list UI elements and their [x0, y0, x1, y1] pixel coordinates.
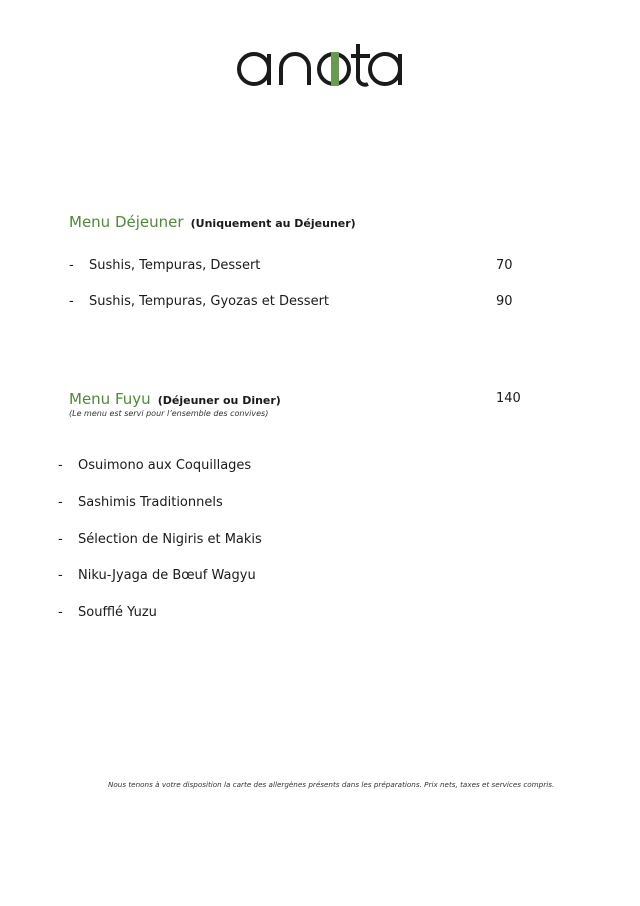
item-dash: -: [58, 495, 63, 510]
item-price: 90: [496, 294, 513, 309]
list-item: [58, 458, 251, 473]
list-item: [58, 568, 256, 583]
item-name: Sélection de Nigiris et Makis: [78, 532, 262, 547]
item-dash: -: [58, 605, 63, 620]
item-dash: -: [58, 532, 63, 547]
list-item: [58, 495, 223, 510]
list-item: [69, 258, 260, 273]
item-name: Osuimono aux Coquillages: [78, 458, 252, 473]
list-item: [58, 532, 262, 547]
allergen-footer-note: Nous tenons à votre disposition la carte des allergènes présents dans les préparations. Prix nets, taxes et services compris.: [108, 780, 555, 789]
lunch-menu-title: Menu Déjeuner: [69, 213, 184, 231]
item-name: Sushis, Tempuras, Dessert: [89, 258, 261, 273]
fuyu-menu-heading: [69, 389, 281, 408]
item-name: Sashimis Traditionnels: [78, 495, 223, 510]
item-name: Niku-Jyaga de Bœuf Wagyu: [78, 568, 256, 583]
item-name: Sushis, Tempuras, Gyozas et Dessert: [89, 294, 330, 309]
fuyu-menu-title: Menu Fuyu: [69, 390, 151, 408]
item-dash: -: [58, 458, 63, 473]
item-dash: -: [69, 258, 74, 273]
item-dash: -: [69, 294, 74, 309]
item-price: 70: [496, 258, 513, 273]
fuyu-menu-price: 140: [496, 391, 521, 406]
item-name: Soufflé Yuzu: [78, 605, 157, 620]
lunch-menu-heading: [69, 212, 356, 231]
fuyu-menu-note: (Déjeuner ou Diner): [157, 394, 281, 407]
anata-logo: [236, 38, 406, 94]
lunch-menu-note: (Uniquement au Déjeuner): [190, 217, 356, 230]
item-dash: -: [58, 568, 63, 583]
list-item: [58, 605, 157, 620]
fuyu-menu-subtitle: (Le menu est servi pour l’ensemble des convives): [69, 409, 269, 418]
list-item: [69, 294, 329, 309]
